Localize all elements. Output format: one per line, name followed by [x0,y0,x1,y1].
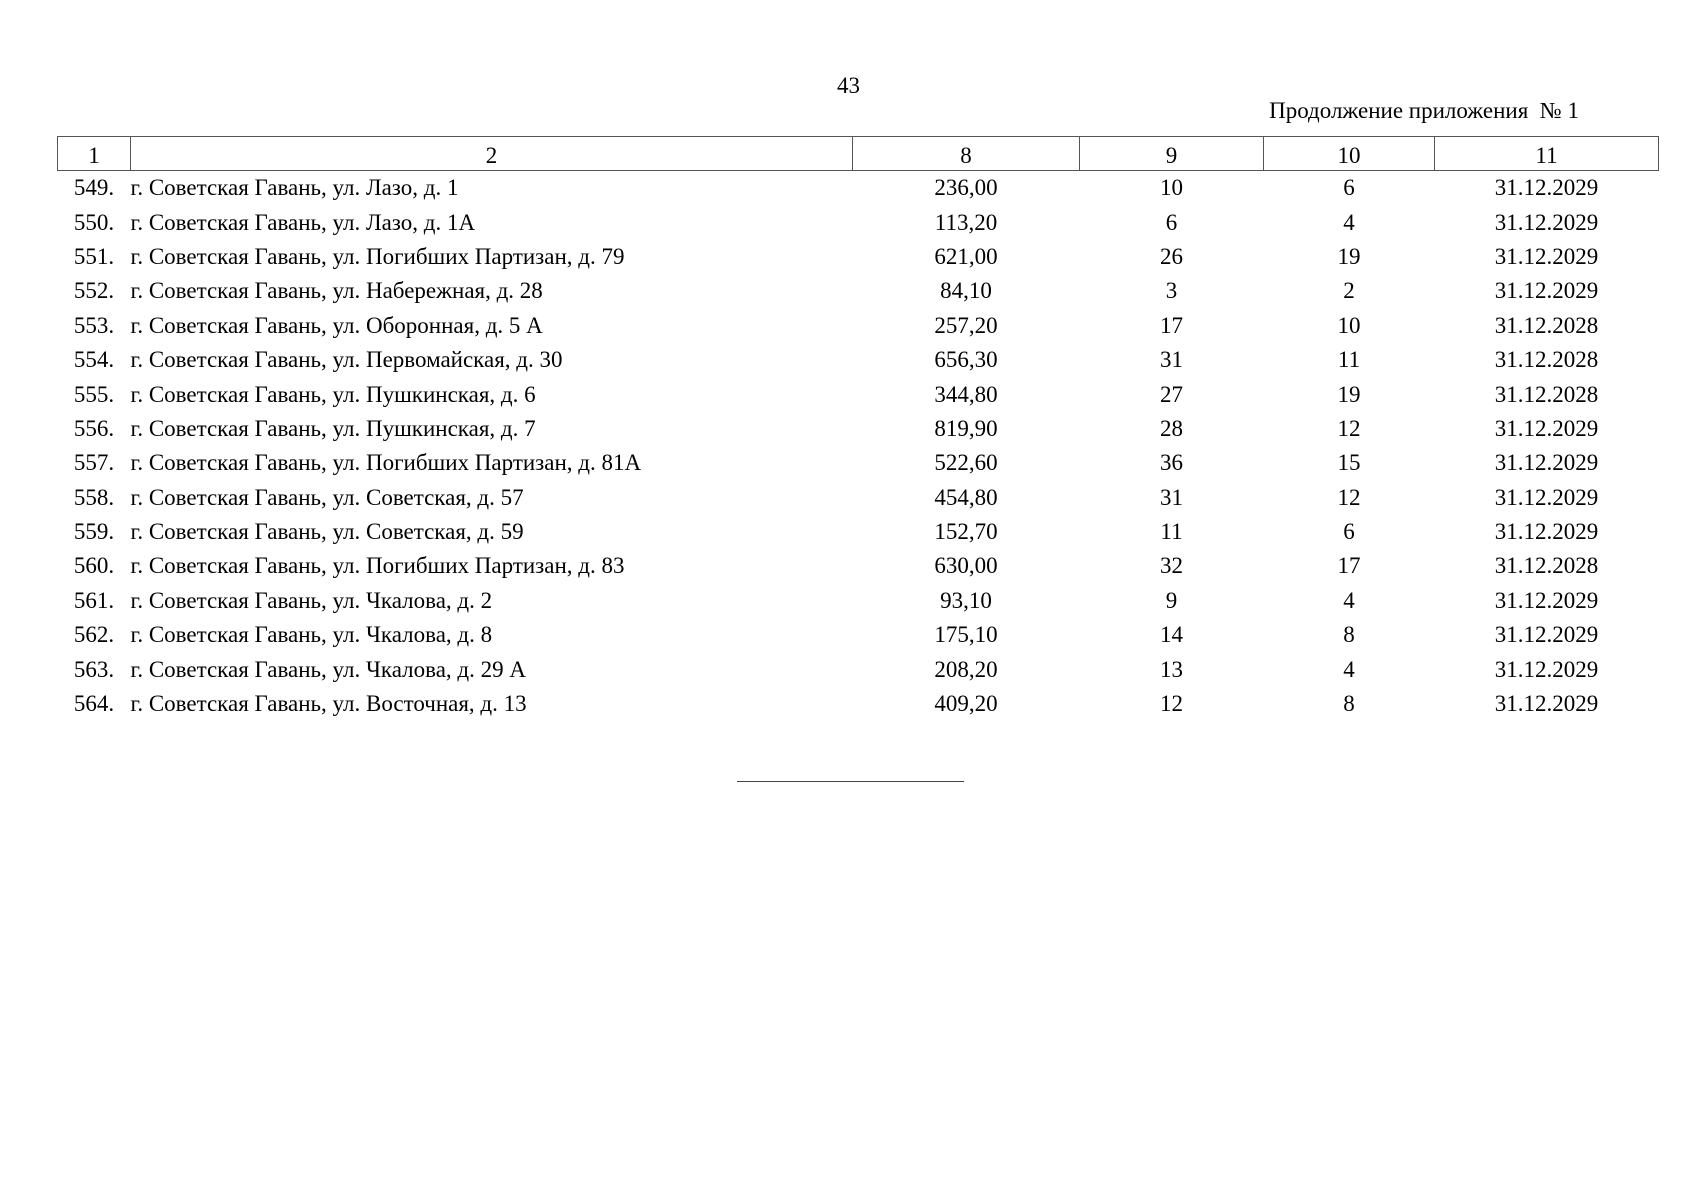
column-10-cell: 8 [1343,622,1355,648]
area-cell: 621,00 [934,243,998,269]
row-number: 561. [73,587,115,613]
column-10-cell: 6 [1343,175,1355,201]
column-9-cell: 27 [1160,381,1183,407]
address-cell: г. Советская Гавань, ул. Пушкинская, д. 6 [130,381,536,407]
row-number: 564. [73,691,115,717]
column-9-cell: 32 [1160,553,1183,579]
area-cell: 454,80 [934,484,998,510]
area-cell: 630,00 [934,553,998,579]
date-cell: 31.12.2029 [1494,622,1599,648]
column-10-cell: 19 [1337,381,1361,407]
area-cell: 93,10 [940,587,992,613]
area-cell: 409,20 [934,691,998,717]
date-cell: 31.12.2029 [1494,415,1599,441]
row-number: 556. [73,415,115,441]
table-row [58,446,1659,480]
row-number: 557. [73,450,115,476]
date-cell: 31.12.2028 [1494,553,1599,579]
address-cell: г. Советская Гавань, ул. Первомайская, д. 30 [130,347,563,373]
area-cell: 175,10 [934,622,998,648]
row-number: 549. [73,175,115,201]
column-10-cell: 4 [1343,209,1355,235]
column-9-cell: 31 [1160,347,1183,373]
date-cell: 31.12.2029 [1494,587,1599,613]
column-number-row [58,137,1659,171]
date-cell: 31.12.2029 [1494,175,1599,201]
address-cell: г. Советская Гавань, ул. Чкалова, д. 8 [130,622,493,648]
column-9-cell: 31 [1160,484,1183,510]
row-number: 550. [73,209,115,235]
column-9-cell: 17 [1160,312,1183,338]
column-9-cell: 12 [1160,691,1183,717]
row-number: 554. [73,347,115,373]
table-row [58,481,1659,515]
appendix-continuation-note: Продолжение приложения № 1 [1269,98,1579,123]
table-header [58,137,1659,171]
address-cell: г. Советская Гавань, ул. Пушкинская, д. 7 [130,415,536,441]
column-10-cell: 12 [1337,415,1361,441]
column-10-cell: 8 [1343,691,1355,717]
date-cell: 31.12.2029 [1494,209,1599,235]
column-header: 1 [58,137,131,171]
row-number: 559. [73,519,115,545]
date-cell: 31.12.2028 [1494,381,1599,407]
table-row [58,549,1659,583]
column-header: 11 [1435,137,1659,171]
table-row [58,205,1659,239]
table-row [58,171,1659,206]
area-cell: 152,70 [934,519,998,545]
address-cell: г. Советская Гавань, ул. Оборонная, д. 5 А [130,312,543,338]
address-cell: г. Советская Гавань, ул. Лазо, д. 1 [130,175,459,201]
column-9-cell: 3 [1165,278,1178,304]
column-9-cell: 6 [1165,209,1178,235]
date-cell: 31.12.2029 [1494,691,1599,717]
address-cell: г. Советская Гавань, ул. Советская, д. 57 [130,484,524,510]
area-cell: 257,20 [934,312,998,338]
column-10-cell: 12 [1337,484,1361,510]
column-10-cell: 6 [1343,519,1355,545]
table-row [58,240,1659,274]
date-cell: 31.12.2029 [1494,243,1599,269]
column-10-cell: 19 [1337,243,1361,269]
column-10-cell: 2 [1343,278,1355,304]
row-number: 562. [73,622,115,648]
column-9-cell: 9 [1165,587,1178,613]
table-row [58,343,1659,377]
row-number: 552. [73,278,115,304]
page-number: 43 [837,73,860,98]
date-cell: 31.12.2028 [1494,347,1599,373]
column-header: 2 [131,137,853,171]
column-9-cell: 13 [1160,656,1183,682]
column-9-cell: 14 [1160,622,1183,648]
address-cell: г. Советская Гавань, ул. Погибших Партизан, д. 83 [130,553,625,579]
date-cell: 31.12.2028 [1494,312,1599,338]
housing-table [57,136,1659,721]
date-cell: 31.12.2029 [1494,450,1599,476]
row-number: 560. [73,553,115,579]
column-header: 10 [1264,137,1435,171]
date-cell: 31.12.2029 [1494,484,1599,510]
table-row [58,618,1659,652]
area-cell: 522,60 [934,450,998,476]
end-divider-line [737,781,964,782]
row-number: 558. [73,484,115,510]
table-row [58,584,1659,618]
column-9-cell: 28 [1160,415,1183,441]
table-row [58,309,1659,343]
area-cell: 113,20 [934,209,998,235]
table-row [58,515,1659,549]
column-10-cell: 11 [1337,347,1361,373]
column-10-cell: 10 [1337,312,1361,338]
area-cell: 819,90 [934,415,998,441]
row-number: 551. [73,243,115,269]
area-cell: 84,10 [940,278,992,304]
column-header: 8 [853,137,1080,171]
table-row [58,412,1659,446]
column-9-cell: 11 [1160,519,1183,545]
column-10-cell: 15 [1337,450,1361,476]
area-cell: 344,80 [934,381,998,407]
column-9-cell: 10 [1160,175,1183,201]
table-row [58,687,1659,721]
row-number: 555. [73,381,115,407]
date-cell: 31.12.2029 [1494,656,1599,682]
row-number: 553. [73,312,115,338]
column-9-cell: 36 [1160,450,1183,476]
column-header: 9 [1080,137,1264,171]
address-cell: г. Советская Гавань, ул. Погибших Партизан, д. 81А [130,450,642,476]
address-cell: г. Советская Гавань, ул. Лазо, д. 1А [130,209,476,235]
row-number: 563. [73,656,115,682]
area-cell: 656,30 [934,347,998,373]
date-cell: 31.12.2029 [1494,519,1599,545]
address-cell: г. Советская Гавань, ул. Чкалова, д. 2 [130,587,493,613]
area-cell: 208,20 [934,656,998,682]
table-row [58,377,1659,411]
area-cell: 236,00 [934,175,998,201]
column-10-cell: 17 [1337,553,1361,579]
date-cell: 31.12.2029 [1494,278,1599,304]
column-10-cell: 4 [1343,587,1355,613]
address-cell: г. Советская Гавань, ул. Чкалова, д. 29 А [130,656,526,682]
column-10-cell: 4 [1343,656,1355,682]
address-cell: г. Советская Гавань, ул. Погибших Партизан, д. 79 [130,243,625,269]
address-cell: г. Советская Гавань, ул. Восточная, д. 13 [130,691,527,717]
table-row [58,652,1659,686]
address-cell: г. Советская Гавань, ул. Советская, д. 59 [130,519,524,545]
column-9-cell: 26 [1160,243,1183,269]
table-body [58,171,1659,722]
address-cell: г. Советская Гавань, ул. Набережная, д. 28 [130,278,543,304]
table-row [58,274,1659,308]
